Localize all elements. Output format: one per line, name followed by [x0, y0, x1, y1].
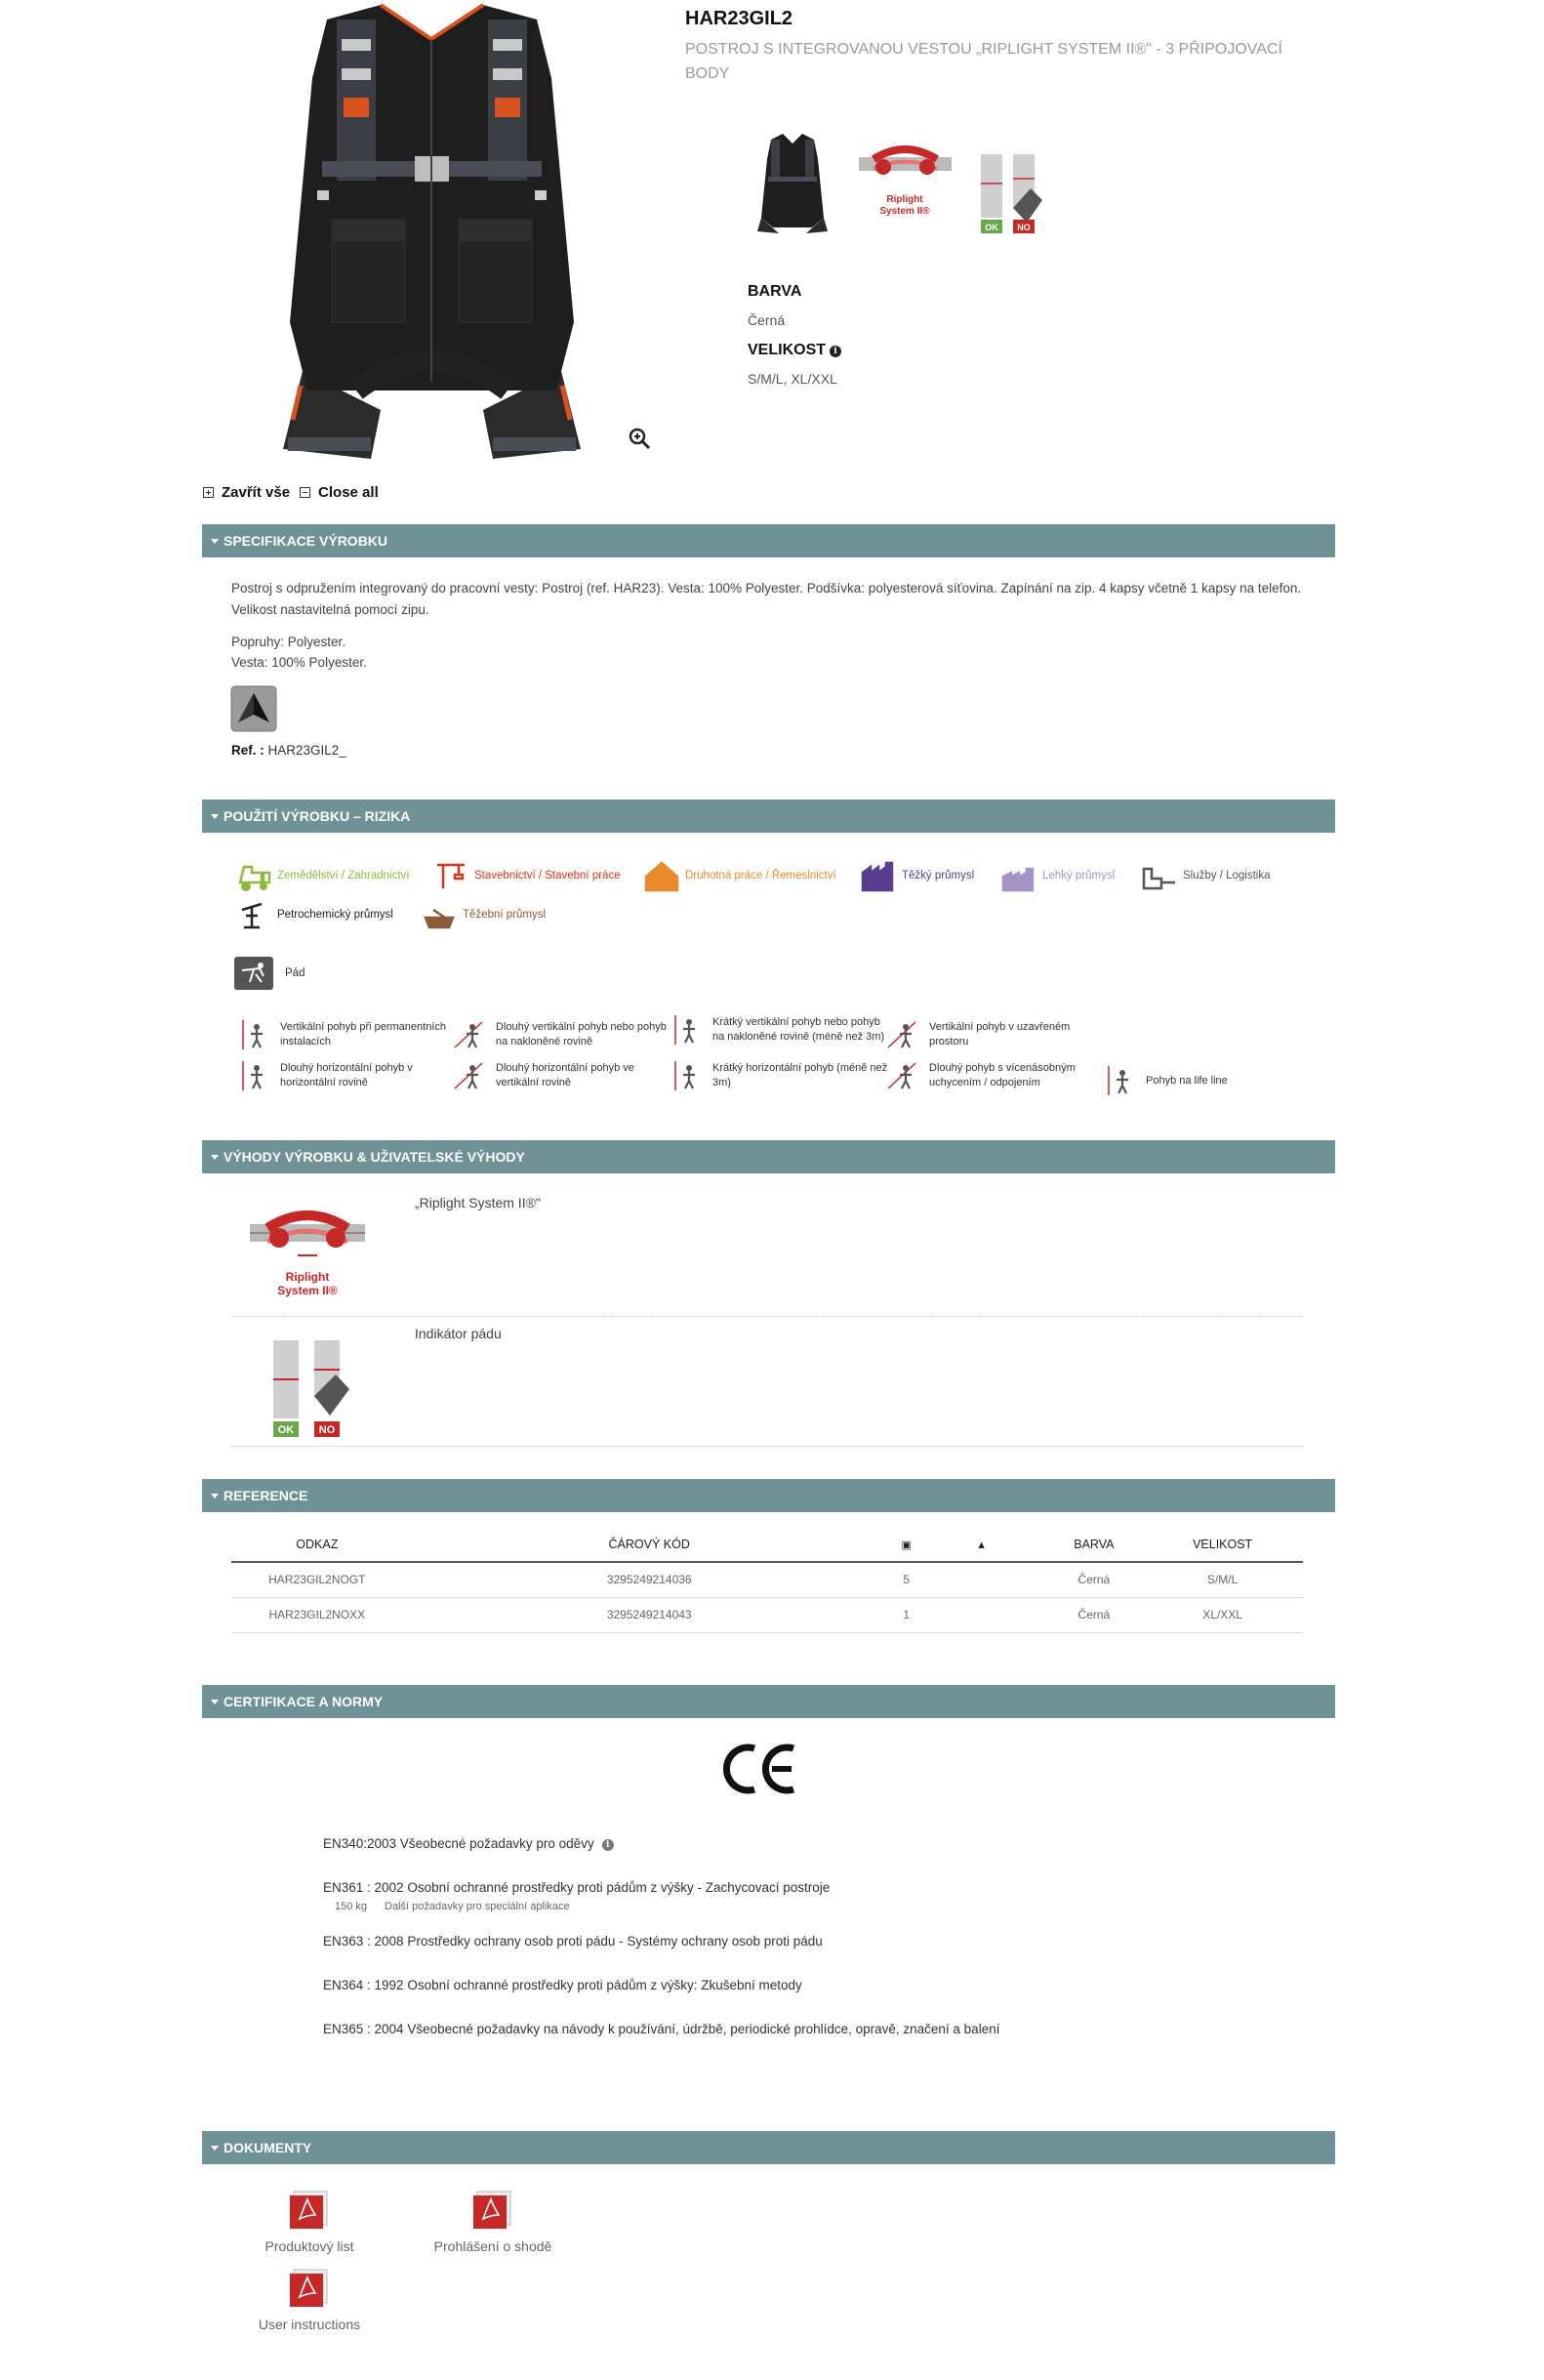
cert-note — [335, 1901, 588, 1912]
ce-mark-icon — [723, 1743, 797, 1795]
movement-item — [453, 1059, 677, 1092]
fall-indicator-image — [265, 1335, 363, 1443]
cell-velikost: XL/XXL — [1142, 1597, 1303, 1632]
cell-barva: Černá — [1045, 1597, 1142, 1632]
sector-label: Služby / Logistika — [1183, 870, 1271, 882]
zoom-icon[interactable] — [628, 427, 653, 452]
box-icon: ▣ — [901, 1539, 912, 1551]
cell-package: 5 — [896, 1562, 917, 1597]
thumbnail-gallery — [752, 130, 1064, 237]
movement-item — [453, 1018, 677, 1051]
person-icon: ▲ — [976, 1539, 988, 1551]
product-main-image[interactable] — [264, 0, 600, 469]
size-label — [748, 342, 841, 359]
sector-item — [999, 859, 1115, 892]
size-value: S/M/L, XL/XXL — [748, 371, 837, 387]
movement-label: Pohyb na life line — [1146, 1074, 1228, 1087]
movement-label: Dlouhý horizontální pohyb v horizontální rovině — [280, 1062, 413, 1088]
pdf-icon — [286, 2190, 333, 2231]
sector-label: Stavebnictví / Stavební práce — [474, 870, 621, 882]
svg-text:Riplight: Riplight — [886, 194, 923, 205]
sector-label: Těžký průmysl — [902, 870, 975, 882]
cell-velikost: S/M/L — [1142, 1562, 1303, 1597]
section-title: REFERENCE — [223, 1488, 308, 1503]
movement-item — [886, 1059, 1111, 1092]
forklift-icon — [1140, 859, 1179, 892]
fall-risk-icon — [234, 957, 273, 990]
product-code-title: HAR23GIL2 — [685, 8, 793, 29]
size-label-text: VELIKOST — [748, 342, 827, 358]
crane-icon — [431, 859, 470, 892]
product-reference — [231, 743, 346, 758]
tractor-icon — [234, 859, 273, 892]
cert-note-weight: 150 kg — [335, 1901, 368, 1912]
sector-item — [859, 859, 974, 892]
cell-barcode: 3295249214043 — [403, 1597, 896, 1632]
col-velikost: VELIKOST — [1142, 1528, 1303, 1562]
movement-label: Dlouhý pohyb s vícenásobným uchycením / odpojením — [929, 1062, 1076, 1088]
reference-table — [231, 1528, 1303, 1633]
movement-item — [670, 1013, 894, 1046]
ok-text: OK — [277, 1424, 295, 1436]
col-person — [917, 1528, 1046, 1562]
movement-label: Dlouhý vertikální pohyb nebo pohyb na nakloněné rovině — [496, 1021, 667, 1047]
caret-down-icon — [211, 1494, 219, 1498]
movement-icon — [237, 1018, 270, 1051]
color-label: BARVA — [748, 283, 802, 300]
section-header-benefits[interactable] — [202, 1140, 1335, 1173]
benefit-riplight-label: „Riplight System II®" — [415, 1195, 541, 1211]
sector-label: Druhotná práce / Řemeslnictví — [685, 870, 836, 882]
sector-label: Zemědělství / Zahradnictví — [277, 870, 410, 882]
svg-text:NO: NO — [1017, 223, 1031, 232]
sector-item — [420, 898, 546, 931]
color-value: Černá — [748, 312, 786, 328]
minus-square-icon — [300, 487, 310, 498]
no-text: NO — [318, 1424, 336, 1436]
movement-label: Krátký vertikální pohyb nebo pohyb na nakloněné rovině (méně než 3m) — [712, 1016, 885, 1043]
factory-light-icon — [999, 859, 1038, 892]
sector-item — [431, 859, 621, 892]
movement-label: Dlouhý horizontální pohyb ve vertikální rovině — [496, 1062, 634, 1088]
ref-label: Ref. : — [231, 743, 264, 758]
riplight-text: System II® — [277, 1284, 338, 1297]
riplight-text: Riplight — [285, 1270, 330, 1284]
section-header-reference[interactable] — [202, 1479, 1335, 1512]
doc-label: User instructions — [258, 2317, 361, 2332]
section-header-usage[interactable] — [202, 800, 1335, 833]
movement-icon — [886, 1059, 919, 1092]
cell-person — [917, 1562, 1046, 1597]
house-icon — [642, 859, 681, 892]
cell-barva: Černá — [1045, 1562, 1142, 1597]
spec-materials — [231, 632, 367, 673]
doc-label: Produktový list — [264, 2238, 354, 2254]
movement-item — [670, 1059, 894, 1092]
sector-item — [234, 859, 410, 892]
svg-text:OK: OK — [985, 223, 998, 232]
section-title: DOKUMENTY — [223, 2140, 312, 2155]
movement-label: Vertikální pohyb při permanentních instalacích — [280, 1021, 446, 1047]
movement-icon — [453, 1018, 486, 1051]
movement-icon — [886, 1018, 919, 1051]
risk-fall — [234, 957, 305, 990]
oil-pump-icon — [234, 898, 273, 931]
cert-en340 — [323, 1836, 614, 1851]
section-title: SPECIFIKACE VÝROBKU — [223, 533, 388, 549]
expand-collapse-controls — [203, 484, 388, 501]
doc-product-sheet[interactable] — [231, 2190, 387, 2254]
cell-barcode: 3295249214036 — [403, 1562, 896, 1597]
movement-item — [1103, 1064, 1327, 1097]
section-header-certs[interactable] — [202, 1685, 1335, 1718]
product-subtitle: POSTROJ S INTEGROVANOU VESTOU „RIPLIGHT SYSTEM II®" - 3 PŘIPOJOVACÍ BODY — [685, 41, 1282, 82]
info-icon[interactable]: i — [602, 1839, 614, 1851]
pdf-icon — [469, 2190, 516, 2231]
movement-label: Vertikální pohyb v uzavřeném prostoru — [929, 1021, 1071, 1047]
thumb-fall-indicator[interactable] — [976, 130, 1049, 237]
riplight-system-image — [244, 1199, 371, 1306]
col-carovy-kod: ČÁROVÝ KÓD — [403, 1528, 896, 1562]
brand-logo-icon — [230, 685, 277, 732]
doc-label: Prohlášení o shodě — [433, 2238, 552, 2254]
cell-person — [917, 1597, 1046, 1632]
pdf-icon — [286, 2268, 333, 2309]
caret-down-icon — [211, 814, 219, 819]
sector-label: Lehký průmysl — [1042, 870, 1116, 882]
collapse-all-label: Close all — [318, 484, 379, 501]
table-row[interactable] — [231, 1562, 1303, 1597]
spec-description: Postroj s odpružením integrovaný do pracovní vesty: Postroj (ref. HAR23). Vesta: 100% Polyester. Podšívka: polyesterová síťovina. Zapínání na zip. 4 kapsy včetně 1 kapsy na telefon. Velikost nastavitelná pomocí zipu. — [231, 581, 1302, 617]
movement-icon — [1103, 1064, 1136, 1097]
movement-item — [237, 1059, 462, 1092]
caret-down-icon — [211, 539, 219, 544]
collapse-all-toggle[interactable] — [300, 484, 379, 501]
sector-label: Petrochemický průmysl — [277, 909, 393, 921]
svg-text:System II®: System II® — [879, 206, 930, 217]
movement-label: Krátký horizontální pohyb (méně než 3m) — [712, 1062, 888, 1088]
plus-square-icon — [203, 487, 214, 498]
ref-value: HAR23GIL2_ — [267, 743, 346, 758]
cell-package: 1 — [896, 1597, 917, 1632]
factory-heavy-icon — [859, 859, 898, 892]
col-barva: BARVA — [1045, 1528, 1142, 1562]
section-header-docs[interactable] — [202, 2131, 1335, 2164]
caret-down-icon — [211, 2146, 219, 2151]
sector-item — [642, 859, 836, 892]
section-title: POUŽITÍ VÝROBKU – RIZIKA — [223, 808, 411, 824]
movement-icon — [237, 1059, 270, 1092]
material-line: Popruhy: Polyester. — [231, 635, 346, 649]
doc-user-instructions[interactable] — [231, 2268, 387, 2332]
cert-en363: EN363 : 2008 Prostředky ochrany osob proti pádu - Systémy ochrany osob proti pádu — [323, 1934, 823, 1949]
table-header-row — [231, 1528, 1303, 1562]
section-header-spec[interactable] — [202, 524, 1335, 557]
thumb-vest[interactable] — [753, 130, 832, 237]
risk-label: Pád — [285, 967, 305, 979]
expand-all-toggle[interactable] — [203, 484, 290, 501]
doc-declaration[interactable] — [415, 2190, 571, 2254]
cert-note-text: Další požadavky pro speciální aplikace — [385, 1901, 570, 1912]
thumb-riplight[interactable] — [854, 130, 956, 237]
movement-item — [886, 1018, 1111, 1051]
expand-all-label: Zavřít vše — [222, 484, 291, 501]
table-row[interactable] — [231, 1597, 1303, 1632]
col-odkaz: ODKAZ — [231, 1528, 403, 1562]
material-line: Vesta: 100% Polyester. — [231, 655, 367, 670]
wheel-shape — [260, 882, 267, 890]
info-icon[interactable]: i — [830, 346, 841, 357]
col-package — [896, 1528, 917, 1562]
section-title: CERTIFIKACE A NORMY — [223, 1694, 384, 1709]
caret-down-icon — [211, 1155, 219, 1160]
caret-down-icon — [211, 1700, 219, 1704]
movement-icon — [453, 1059, 486, 1092]
divider — [231, 1316, 1303, 1317]
cert-en364: EN364 : 1992 Osobní ochranné prostředky proti pádům z výšky: Zkušební metody — [323, 1978, 802, 1992]
cert-en361: EN361 : 2002 Osobní ochranné prostředky proti pádům z výšky - Zachycovací postroje — [323, 1880, 831, 1895]
cell-odkaz: HAR23GIL2NOXX — [231, 1597, 403, 1632]
movement-icon — [670, 1013, 703, 1046]
sector-item — [234, 898, 393, 931]
section-title: VÝHODY VÝROBKU & UŽIVATELSKÉ VÝHODY — [223, 1149, 525, 1165]
divider — [231, 1446, 1303, 1447]
movement-icon — [670, 1059, 703, 1092]
cert-en365: EN365 : 2004 Všeobecné požadavky na návody k používání, údržbě, periodické prohlídce, opravě, značení a balení — [323, 2022, 1000, 2036]
sector-item — [1140, 859, 1271, 892]
cell-odkaz: HAR23GIL2NOGT — [231, 1562, 403, 1597]
benefit-fall-indicator-label: Indikátor pádu — [415, 1326, 502, 1341]
movement-item — [237, 1018, 462, 1051]
mine-cart-icon — [420, 898, 459, 931]
wheel-shape — [241, 882, 251, 891]
cert-text: EN340:2003 Všeobecné požadavky pro oděvy — [323, 1836, 594, 1851]
sector-label: Těžební průmysl — [463, 909, 547, 921]
